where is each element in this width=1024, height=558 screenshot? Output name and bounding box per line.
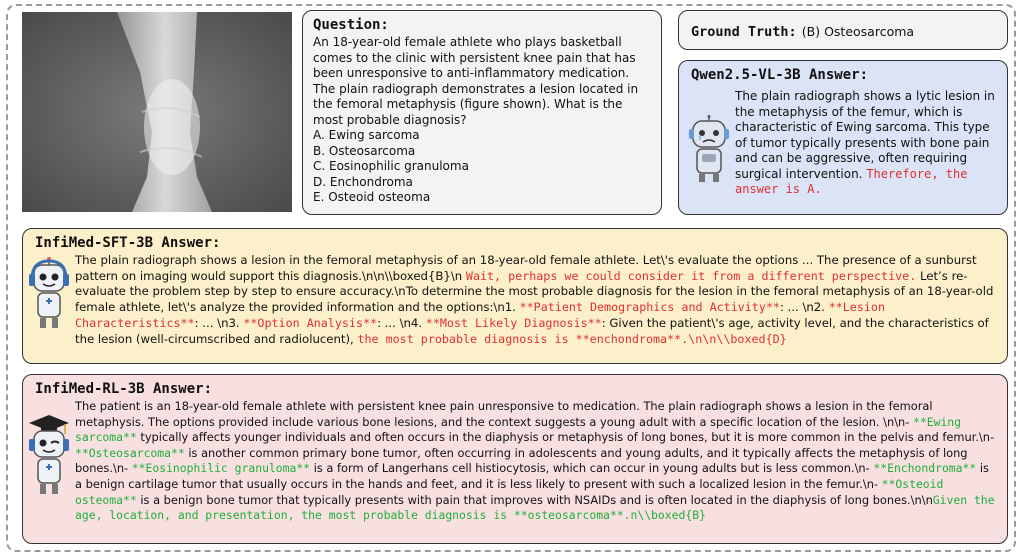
ground-truth-value: (B) Osteosarcoma	[801, 24, 915, 39]
rl-answer-conclusion: Given the age, location, and presentation, the most probable diagnosis is **osteosarcoma**.n\\boxed{B}	[75, 492, 995, 523]
radiograph-image	[22, 12, 292, 212]
option-c: C. Eosinophilic granuloma	[313, 159, 469, 173]
rl-option-enchondroma: **Enchondroma**	[873, 461, 977, 476]
sft-answer-part: : ... \n3.	[194, 315, 244, 330]
question-text: An 18-year-old female athlete who plays basketball comes to the clinic with persistent knee pain that has been unresponsive to anti-inflammatory medication. The plain radiograph demonstrates a lesion located in the femoral metaphysis (figure shown). What is the most probable diagnosis?	[313, 35, 639, 127]
option-a: A. Ewing sarcoma	[313, 128, 420, 142]
graduate-robot-icon	[29, 415, 69, 495]
sft-answer-panel	[22, 228, 1008, 364]
qwen-answer-text	[735, 89, 1003, 198]
qwen-answer-conclusion: Therefore, the answer is A.	[735, 166, 968, 196]
sft-step-3: **Option Analysis**	[243, 315, 378, 330]
option-e: E. Osteoid osteoma	[313, 190, 431, 204]
sft-answer-part: The plain radiograph shows a lesion in the femoral metaphysis of an 18-year-old female athlete. Let\'s evaluate the options ... The presence of a sunburst pattern on imaging would support this diagnosis.\n\n\\boxed{B}\n	[75, 253, 977, 283]
ground-truth-label: Ground Truth:	[691, 24, 797, 40]
qwen-answer-title: Qwen2.5-VL-3B Answer:	[691, 67, 869, 83]
sft-answer-part: : ... \n2.	[779, 300, 829, 315]
sft-answer-part: : ... \n4.	[377, 315, 426, 330]
robot-headphones-icon	[29, 257, 69, 333]
sft-answer-title: InfiMed-SFT-3B Answer:	[35, 235, 221, 251]
qwen-answer-panel	[678, 60, 1008, 215]
question-panel	[302, 10, 662, 215]
rl-option-osteosarcoma: **Osteosarcoma**	[75, 445, 185, 460]
rl-answer-title: InfiMed-RL-3B Answer:	[35, 381, 213, 397]
sft-step-4: **Most Likely Diagnosis**	[425, 315, 602, 330]
sft-answer-conclusion: the most probable diagnosis is **enchondroma**.\n\n\\boxed{D}	[357, 331, 787, 346]
rl-answer-part: is a benign cartilage tumor that usually occurs in the hands and feet, and it is less likely to present with such a localized lesion in the femur.\n-	[75, 461, 989, 491]
option-b: B. Osteosarcoma	[313, 143, 416, 158]
rl-answer-text	[75, 399, 999, 524]
rl-answer-part: is another common primary bone tumor, often occurring in adolescents and young adults, and it typically affects the metaphysis of long bones.\n-	[75, 445, 968, 476]
rl-answer-part: is a form of Langerhans cell histiocytosis, which can occur in young adults but is less common.\n-	[310, 461, 874, 476]
sad-robot-icon	[687, 115, 731, 185]
sft-step-2: **Lesion Characteristics**	[75, 300, 885, 330]
sft-reflection-text: Wait, perhaps we could consider it from a different perspective.	[465, 268, 917, 283]
rl-answer-part: typically affects younger individuals and often occurs in the diaphysis or metaphysis of long bones, but it is more common in the pelvis and femur.\n-	[136, 430, 995, 445]
rl-answer-part: is a benign bone tumor that typically presents with pain that improves with NSAIDs and is often located in the diaphysis of long bones.\n\n	[136, 492, 933, 507]
rl-option-osteoid: **Osteoid osteoma**	[75, 476, 944, 507]
option-d: D. Enchondroma	[313, 174, 413, 189]
rl-answer-panel	[22, 374, 1008, 544]
sft-answer-text	[75, 253, 999, 347]
qwen-answer-body: The plain radiograph shows a lytic lesion in the metaphysis of the femur, which is characteristic of Ewing sarcoma. This type of tumor typically presents with bone pain and can be aggressive, often requiring surgical intervention.	[735, 89, 995, 181]
sft-answer-part: Let’s re-evaluate the problem step by step to ensure accuracy.\nTo determine the most probable diagnosis for the lesion in the femoral metaphysis of an 18-year-old female athlete, let\'s analyze the provided information and the options:\n1.	[75, 268, 994, 315]
sft-step-1: **Patient Demographics and Activity**	[519, 300, 780, 315]
rl-option-eosinophilic: **Eosinophilic granuloma**	[131, 461, 311, 476]
rl-answer-part: The patient is an 18-year-old female athlete with persistent knee pain unresponsive to medication. The plain radiograph shows a lesion in the femoral metaphysis. The options provided include various bone lesions, and the context suggests a young adult with a specific location of the lesion. \n\n-	[75, 399, 933, 429]
ground-truth-panel	[678, 10, 1008, 50]
rl-option-ewing: **Ewing sarcoma**	[75, 414, 962, 445]
sft-answer-part: : Given the patient\'s age, activity level, and the characteristics of the lesion (well-circumscribed and radiolucent),	[75, 315, 989, 346]
question-title: Question:	[313, 17, 389, 33]
